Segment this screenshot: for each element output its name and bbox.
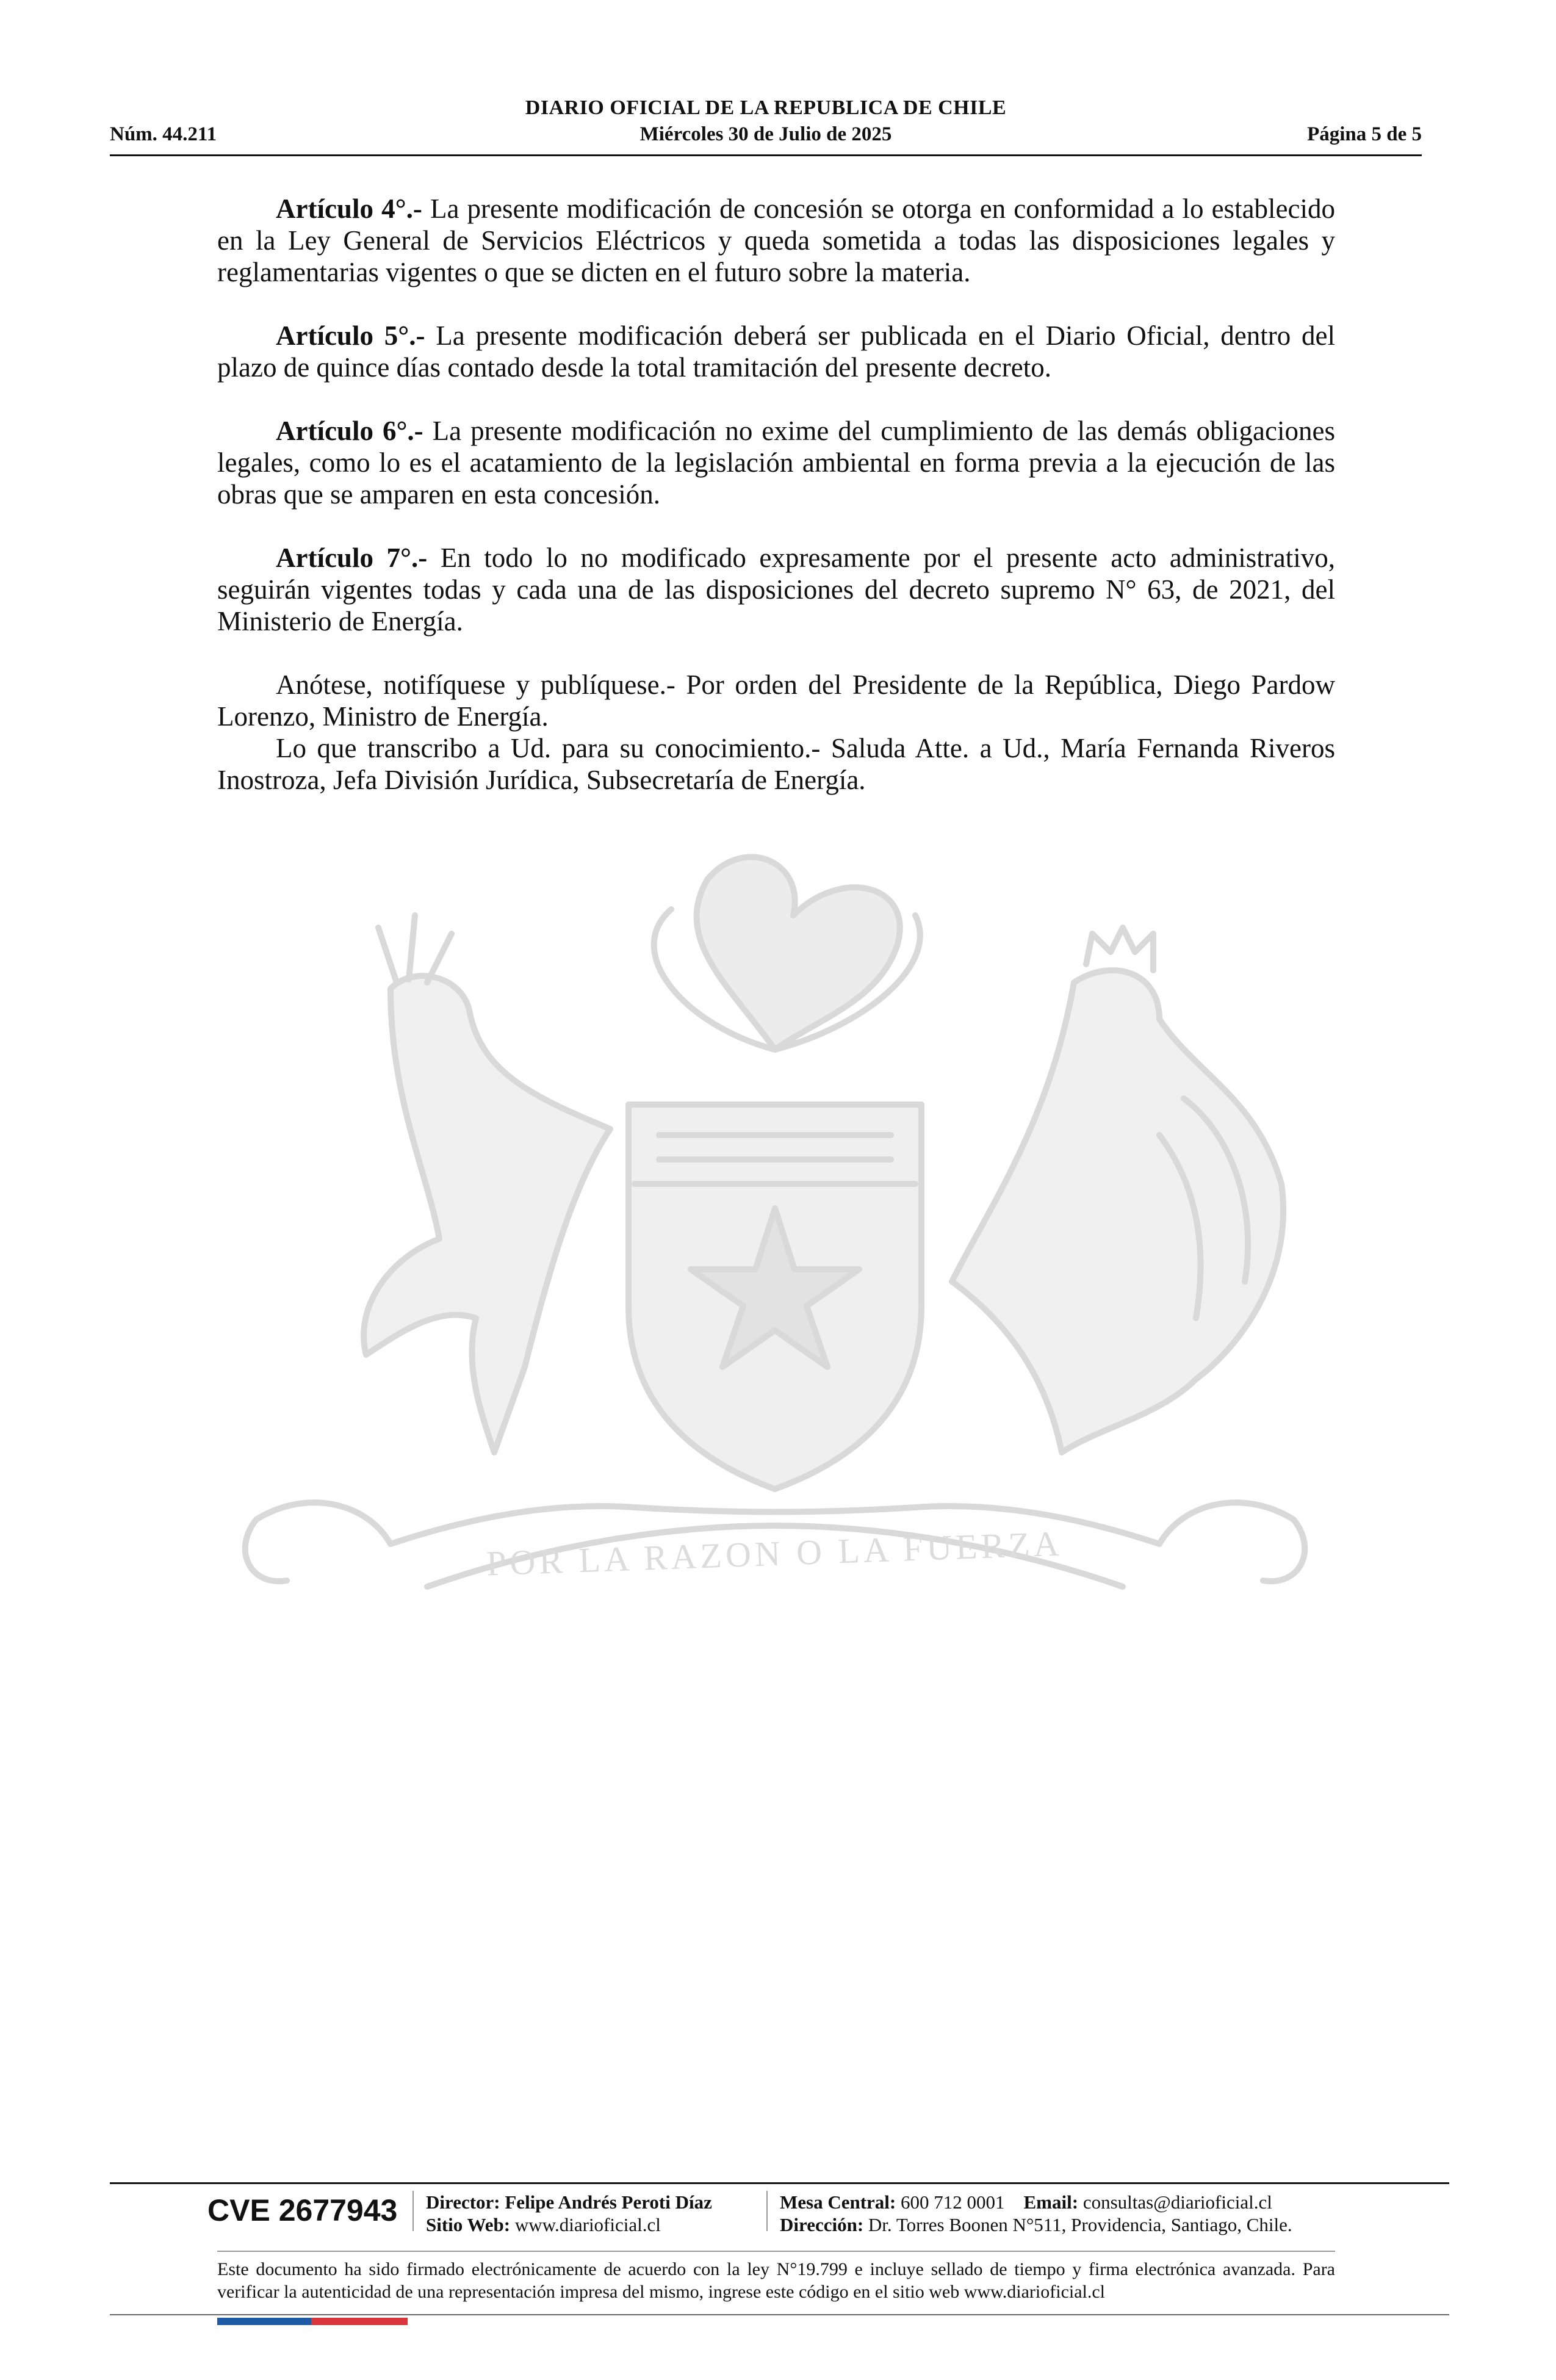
footer-divider-mid	[217, 2251, 1335, 2252]
article-text: La presente modificación deberá ser publicada en el Diario Oficial, dentro del plazo de quince días contado desde la total tramitación del presente decreto.	[217, 320, 1335, 383]
article-4	[217, 193, 1335, 288]
footer-separator	[766, 2191, 768, 2231]
flag-stripe-red	[311, 2318, 408, 2325]
phone-number: 600 712 0001	[901, 2191, 1005, 2213]
address: Dr. Torres Boonen N°511, Providencia, Santiago, Chile.	[868, 2214, 1292, 2235]
email-link[interactable]: consultas@diarioficial.cl	[1082, 2191, 1272, 2213]
article-text: La presente modificación de concesión se otorga en conformidad a lo establecido en la Ley General de Servicios Eléctricos y queda sometida a todas las disposiciones legales y reglamentarias vigentes o que se dicten en el futuro sobre la materia.	[217, 193, 1335, 287]
flag-stripe-blue	[217, 2318, 311, 2325]
page-number: Página 5 de 5	[1307, 123, 1422, 145]
website-link[interactable]: www.diarioficial.cl	[514, 2214, 661, 2235]
director-name: Felipe Andrés Peroti Díaz	[505, 2191, 712, 2213]
article-heading: Artículo 4°.-	[276, 193, 422, 224]
article-5	[217, 320, 1335, 383]
article-text: En todo lo no modificado expresamente por el presente acto administrativo, seguirán vigentes todas y cada una de las disposiciones del decreto supremo N° 63, de 2021, del Ministerio de Energía.	[217, 543, 1335, 636]
watermark-motto: POR LA RAZON O LA FUERZA	[486, 1523, 1064, 1584]
page-header	[110, 92, 1422, 159]
article-6	[217, 415, 1335, 510]
footer-divider-top	[110, 2182, 1449, 2184]
publication-title: DIARIO OFICIAL DE LA REPUBLICA DE CHILE	[525, 96, 1007, 119]
closing-line-2: Lo que transcribo a Ud. para su conocimiento.- Saluda Atte. a Ud., María Fernanda Riveros Inostroza, Jefa División Jurídica, Subsecretaría de Energía.	[217, 733, 1335, 795]
article-heading: Artículo 5°.-	[276, 320, 425, 351]
article-heading: Artículo 7°.-	[276, 543, 428, 573]
footer-divider-bottom	[110, 2314, 1449, 2315]
article-7	[217, 542, 1335, 637]
article-heading: Artículo 6°.-	[276, 416, 423, 446]
footer-contact-block: Mesa Central: 600 712 0001 Email: consultas@diarioficial.cl Dirección: Dr. Torres Boonen N°511, Providencia, Santiago, Chile.	[780, 2191, 1292, 2235]
publication-date: Miércoles 30 de Julio de 2025	[639, 123, 892, 145]
legal-notice: Este documento ha sido firmado electrónicamente de acuerdo con la ley N°19.799 e incluye sellado de tiempo y firma electrónica avanzada. Para verificar la autenticidad de una representación impresa del mismo, ingrese este código en el sitio web www.diarioficial.cl	[217, 2259, 1335, 2302]
cve-code: CVE 2677943	[207, 2193, 398, 2227]
document-body	[217, 193, 1335, 796]
closing-line-1: Anótese, notifíquese y publíquese.- Por orden del Presidente de la República, Diego Pardow Lorenzo, Ministro de Energía.	[217, 669, 1335, 732]
footer-separator	[412, 2191, 414, 2231]
header-divider	[110, 154, 1422, 156]
footer-director-block: Director: Felipe Andrés Peroti Díaz Sitio Web: www.diarioficial.cl	[426, 2191, 712, 2235]
issue-number: Núm. 44.211	[110, 123, 217, 145]
chilean-coat-of-arms-icon	[207, 842, 1342, 1672]
article-text: La presente modificación no exime del cumplimiento de las demás obligaciones legales, como lo es el acatamiento de la legislación ambiental en forma previa a la ejecución de las obras que se amparen en esta concesión.	[217, 416, 1335, 510]
